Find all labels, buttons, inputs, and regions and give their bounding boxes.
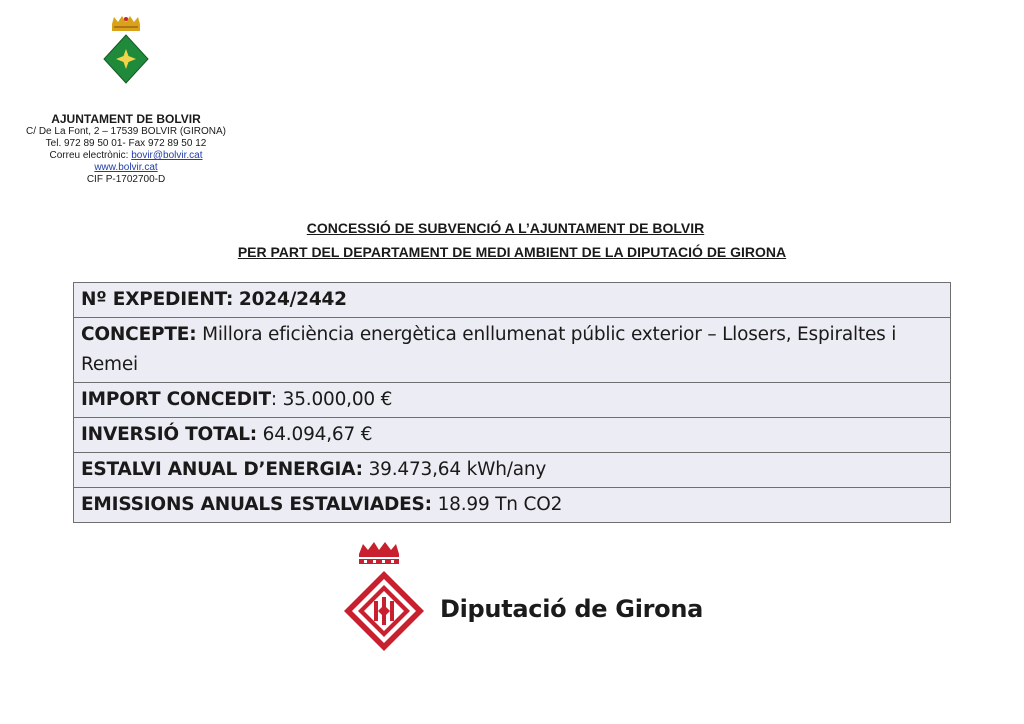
website-link[interactable]: www.bolvir.cat [94,162,158,173]
concepte-label: CONCEPTE: [81,324,197,345]
estalvi-value: 39.473,64 kWh/any [368,459,547,480]
import-label: IMPORT CONCEDIT [81,389,271,410]
expedient-value: 2024/2442 [238,289,347,310]
inversio-label: INVERSIÓ TOTAL: [81,424,257,445]
inversio-value: 64.094,67 € [262,424,373,445]
concepte-value: Millora eficiència energètica enllumenat públic exterior – Llosers, Espiraltes i Remei [81,324,897,375]
cif-line: CIF P-1702700-D [86,174,166,185]
email-label: Correu electrònic: [49,150,129,161]
row-inversio [74,418,951,453]
row-import [74,383,951,418]
email-line [16,150,236,162]
row-emissions [74,488,951,523]
estalvi-label: ESTALVI ANUAL D’ENERGIA: [81,459,363,480]
grant-details-table [73,282,951,523]
heading-line-1: CONCESSIÓ DE SUBVENCIÓ A L’AJUNTAMENT DE BOLVIR [306,220,705,236]
diputacio-logo [344,541,724,661]
row-concepte [74,318,951,383]
letterhead [16,16,236,186]
bolvir-coat-of-arms-icon [102,16,150,86]
emissions-label: EMISSIONS ANUALS ESTALVIADES: [81,494,432,515]
email-link[interactable]: bovir@bolvir.cat [131,150,203,161]
address-line: C/ De La Font, 2 – 17539 BOLVIR (GIRONA) [26,126,226,137]
diputacio-emblem-icon [344,541,430,657]
row-expedient [74,283,951,318]
diputacio-name: Diputació de Girona [440,595,704,623]
emissions-value: 18.99 Tn CO2 [437,494,563,515]
phone-line: Tel. 972 89 50 01- Fax 972 89 50 12 [45,138,207,149]
municipality-name: AJUNTAMENT DE BOLVIR [51,112,201,126]
document-heading [0,216,1024,264]
import-value: : 35.000,00 € [270,389,393,410]
expedient-label: Nº EXPEDIENT: [81,289,234,310]
row-estalvi [74,453,951,488]
heading-line-2: PER PART DEL DEPARTAMENT DE MEDI AMBIENT DE LA DIPUTACIÓ DE GIRONA [237,244,787,260]
